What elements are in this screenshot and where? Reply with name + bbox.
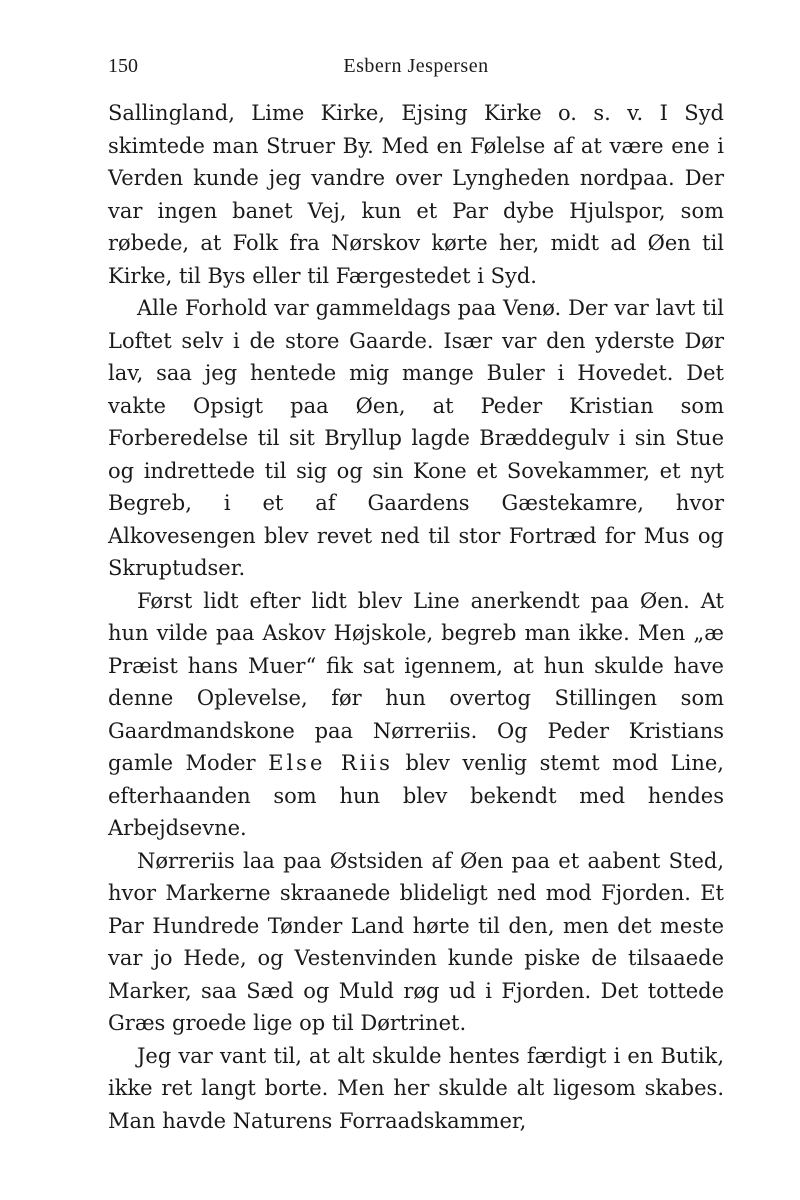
paragraph-2: Alle Forhold var gammeldags paa Venø. Der var lavt til Loftet selv i de store Gaarde. Især var den yderste Dør lav, saa jeg hentede mig mange Buler i Hovedet. Det vakte Opsigt paa Øen, at Peder Kristian som Forberedelse til sit Bryllup lagde Bræddegulv i sin Stue og indrettede til sig og sin Kone et Sovekammer, et nyt Begreb, i et af Gaardens Gæstekamre, hvor Alkovesengen blev revet ned til stor Fortræd for Mus og Skruptudser. [108,296,724,580]
body-text [108,97,724,1137]
paragraph-3-text-after: blev venlig stemt mod Line, efterhaanden som hun blev bekendt med hendes Arbejdsevne. [108,751,724,840]
paragraph-4: Nørreriis laa paa Østsiden af Øen paa et aabent Sted, hvor Markerne skraanede blideligt ned mod Fjorden. Et Par Hundrede Tønder Land hørte til den, men det meste var jo Hede, og Vestenvinden kunde piske de tilsaaede Marker, saa Sæd og Muld røg ud i Fjorden. Det tottede Græs groede lige op til Dørtrinet. [108,848,724,1035]
book-page [108,55,724,1137]
running-title: Esbern Jespersen [343,55,489,77]
paragraph-1: Sallingland, Lime Kirke, Ejsing Kirke o. s. v. I Syd skimtede man Struer By. Med en Følelse af at være ene i Verden kunde jeg vandre over Lyngheden nordpaa. Der var ingen banet Vej, kun et Par dybe Hjulspor, som røbede, at Folk fra Nørskov kørte her, midt ad Øen til Kirke, til Bys eller til Færgestedet i Syd. [108,101,724,288]
page-header [108,55,724,89]
paragraph-5: Jeg var vant til, at alt skulde hentes færdigt i en Butik, ikke ret langt borte. Men her skulde alt ligesom skabes. Man havde Naturens Forraadskammer, [108,1043,724,1133]
spaced-name: Else Riis [268,751,393,775]
paragraph-3-text-before: Først lidt efter lidt blev Line anerkendt paa Øen. At hun vilde paa Askov Højskole, begreb man ikke. Men „æ Præist hans Muer“ fik sat igennem, at hun skulde have denne Oplevelse, før hun overtog Stillingen som Gaardmandskone paa Nørreriis. Og Peder Kristians gamle Moder [108,588,724,775]
page-number: 150 [108,55,138,77]
paragraph-3 [108,585,724,845]
